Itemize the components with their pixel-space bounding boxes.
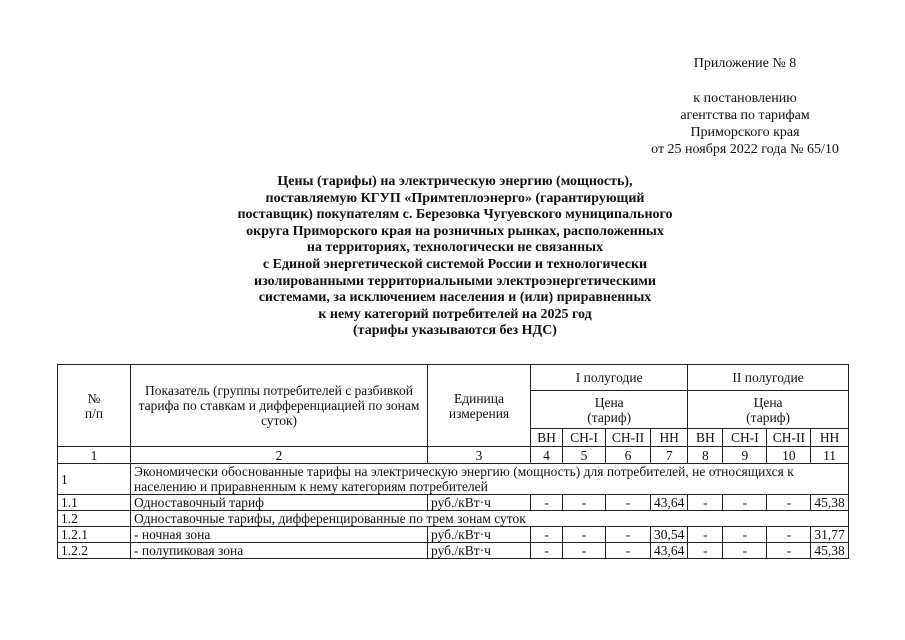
section-text: Экономически обоснованные тарифы на электрическую энергию (мощность) для потребителей, не относящихся к населению и приравненным к нему категориям потребителей (131, 464, 849, 495)
price-cell: - (723, 543, 767, 559)
column-number: 1 (58, 447, 131, 464)
section-text: Одноставочные тарифы, дифференцированные по трем зонам суток (131, 511, 849, 527)
column-number: 3 (428, 447, 531, 464)
column-number: 2 (131, 447, 428, 464)
section-row (58, 464, 849, 495)
header-level: НН (651, 429, 688, 447)
row-number: 1 (58, 464, 131, 495)
price-cell: - (767, 527, 811, 543)
section-row (58, 511, 849, 527)
title-line: поставляемую КГУП «Примтеплоэнерго» (гарантирующий (265, 190, 645, 206)
header-level: СН-I (723, 429, 767, 447)
column-number: 11 (811, 447, 848, 464)
price-cell: - (563, 543, 606, 559)
price-cell: - (563, 495, 606, 511)
row-unit: руб./кВт·ч (428, 543, 531, 559)
title-line: Цены (тарифы) на электрическую энергию (мощность), (277, 174, 633, 189)
price-cell: - (563, 527, 606, 543)
row-number: 1.2.1 (58, 527, 131, 543)
price-cell: - (767, 495, 811, 511)
column-number: 4 (531, 447, 563, 464)
price-cell: - (688, 527, 723, 543)
table-row (58, 495, 849, 511)
header-level: НН (811, 429, 848, 447)
price-cell: - (606, 543, 651, 559)
row-name: - полупиковая зона (131, 543, 428, 559)
row-unit: руб./кВт·ч (428, 527, 531, 543)
row-number: 1.1 (58, 495, 131, 511)
price-cell: - (723, 527, 767, 543)
header-price-h1: Цена (тариф) (531, 391, 688, 429)
appendix-title: Приложение № 8 (693, 56, 797, 71)
header-level: ВН (531, 429, 563, 447)
row-number: 1.2 (58, 511, 131, 527)
price-cell: 30,54 (651, 527, 688, 543)
appendix-line: от 25 ноября 2022 года № 65/10 (651, 142, 839, 157)
price-cell: - (531, 527, 563, 543)
title-line: изолированными территориальными электроэнергетическими (254, 273, 656, 289)
title-line: к нему категорий потребителей на 2025 год (318, 306, 592, 322)
header-no: № п/п (58, 365, 131, 447)
header-level: ВН (688, 429, 723, 447)
table-row (58, 543, 849, 559)
header-price-h2: Цена (тариф) (688, 391, 848, 429)
row-number: 1.2.2 (58, 543, 131, 559)
header-half1: I полугодие (531, 365, 688, 391)
price-cell: - (531, 543, 563, 559)
price-cell: - (767, 543, 811, 559)
row-name: Одноставочный тариф (131, 495, 428, 511)
price-cell: - (606, 495, 651, 511)
price-cell: 43,64 (651, 495, 688, 511)
appendix-line: к постановлению (693, 91, 797, 106)
column-number: 9 (723, 447, 767, 464)
column-number: 7 (651, 447, 688, 464)
price-cell: - (723, 495, 767, 511)
appendix-line: Приморского края (690, 125, 800, 140)
row-unit: руб./кВт·ч (428, 495, 531, 511)
column-number: 6 (606, 447, 651, 464)
header-half2: II полугодие (688, 365, 848, 391)
title-line: системами, за исключением населения и (или) приравненных (258, 290, 652, 306)
header-level: СН-II (767, 429, 811, 447)
header-indicator: Показатель (группы потребителей с разбивкой тарифа по ставкам и дифференциацией по зонам суток) (131, 365, 428, 447)
title-line: (тарифы указываются без НДС) (353, 323, 557, 339)
price-cell: - (688, 543, 723, 559)
price-cell: 43,64 (651, 543, 688, 559)
appendix-block (600, 55, 890, 158)
document-title (170, 174, 740, 340)
price-cell: - (531, 495, 563, 511)
title-line: поставщик) покупателям с. Березовка Чугуевского муниципального (237, 207, 673, 223)
table-row (58, 527, 849, 543)
price-cell: 31,77 (811, 527, 848, 543)
price-cell: - (688, 495, 723, 511)
price-cell: - (606, 527, 651, 543)
column-number: 10 (767, 447, 811, 464)
price-cell: 45,38 (811, 495, 848, 511)
title-line: округа Приморского края на розничных рынках, расположенных (246, 223, 664, 239)
appendix-line: агентства по тарифам (680, 108, 810, 123)
price-cell: 45,38 (811, 543, 848, 559)
header-unit: Единица измерения (428, 365, 531, 447)
header-level: СН-I (563, 429, 606, 447)
header-level: СН-II (606, 429, 651, 447)
tariff-table (57, 364, 849, 559)
row-name: - ночная зона (131, 527, 428, 543)
column-number: 8 (688, 447, 723, 464)
column-number: 5 (563, 447, 606, 464)
title-line: с Единой энергетической системой России и технологически (262, 256, 648, 272)
title-line: на территориях, технологически не связанных (306, 240, 604, 256)
